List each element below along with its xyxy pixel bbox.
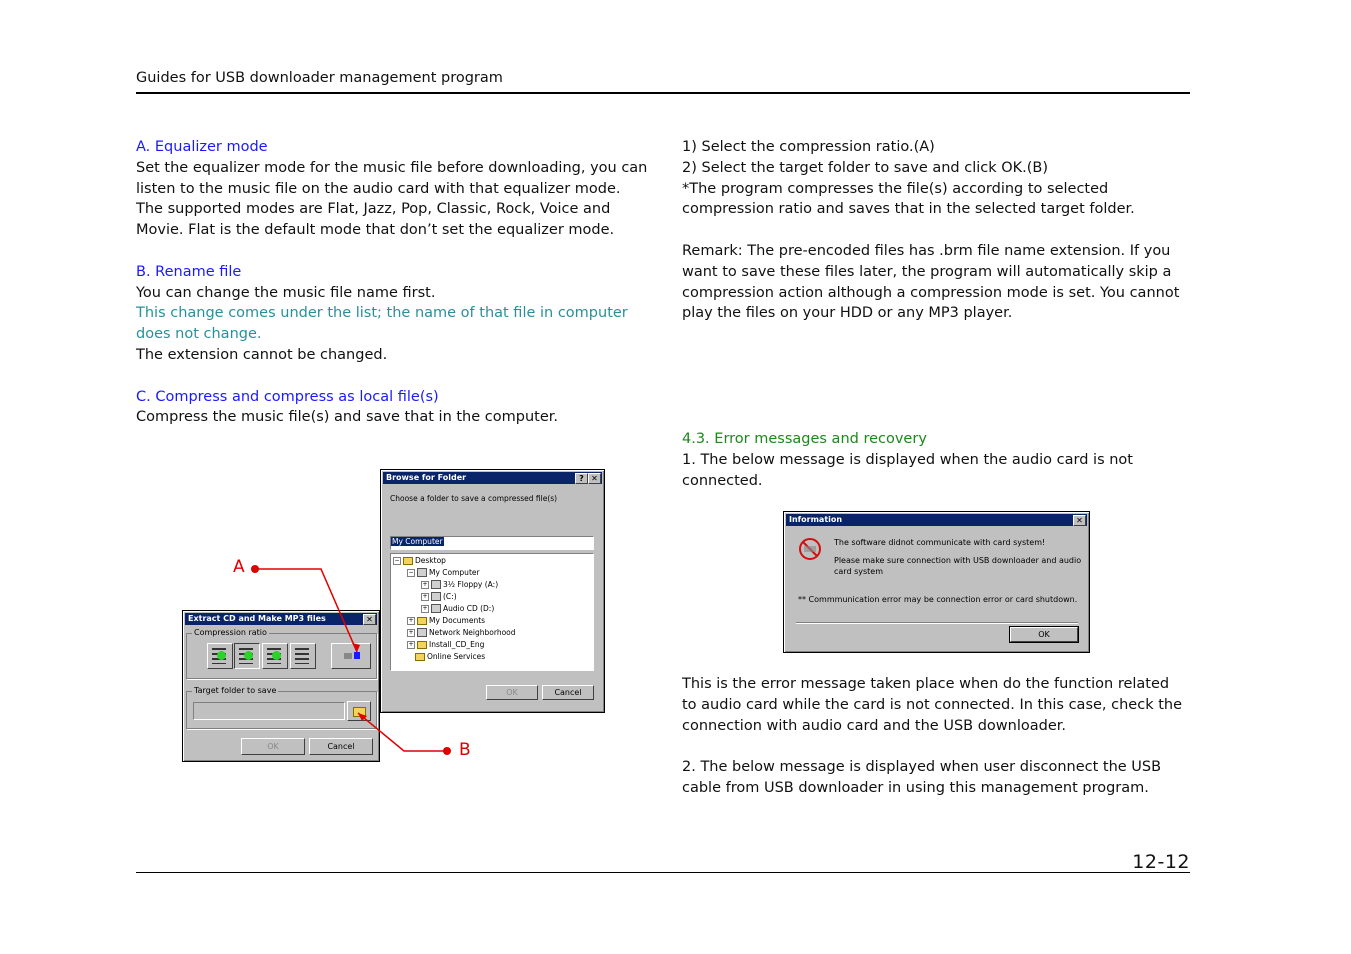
info-title: Information — [789, 515, 843, 524]
page-number: 12-12 — [1132, 851, 1190, 873]
info-ok-button[interactable]: OK — [1010, 627, 1078, 642]
section-a-heading: A. Equalizer mode — [136, 139, 268, 155]
tree-item-desktop[interactable]: − Desktop — [394, 556, 446, 565]
section-b-text-3: The extension cannot be changed. — [136, 346, 388, 363]
label-a: A — [233, 557, 245, 577]
label-b: B — [459, 740, 471, 760]
browse-title: Browse for Folder — [386, 473, 467, 482]
annotation-dot-b — [443, 747, 451, 755]
browse-instruction: Choose a folder to save a compressed file(s) — [390, 494, 558, 503]
error-paragraph: This is the error message taken place when do the function related to audio card while the card is not connected. In this case, check the connection with audio card and the USB downloader. — [682, 676, 1182, 734]
error-section-heading: 4.3. Error messages and recovery — [682, 431, 927, 447]
section-b-text-1: You can change the music file name first. — [136, 284, 436, 301]
tree-item-network[interactable]: + Network Neighborhood — [408, 628, 516, 637]
extract-cancel-button[interactable]: Cancel — [309, 738, 373, 755]
tree-item-audio-cd[interactable]: + Audio CD (D:) — [422, 604, 495, 613]
info-line-3: ** Commmunication error may be connection error or card shutdown. — [798, 595, 1078, 604]
section-a-text: Set the equalizer mode for the music file before downloading, you can listen to the music file on the audio card with that equalizer mode. The supported modes are Flat, Jazz, Pop, Classic, Rock, Voice and Movie. Flat is the default mode that don’t set the equalizer mode. — [136, 159, 648, 239]
section-b-text-2: This change comes under the list; the name of that file in computer does not change. — [136, 305, 628, 343]
extract-title: Extract CD and Make MP3 files — [188, 614, 326, 623]
browse-cancel-button[interactable]: Cancel — [542, 685, 594, 700]
error-msg-2: 2. The below message is displayed when user disconnect the USB cable from USB downloader in using this management program. — [682, 759, 1162, 796]
info-line-1: The software didnot communicate with card system! — [834, 538, 1046, 547]
tree-item-c-drive[interactable]: + (C:) — [422, 592, 457, 601]
info-titlebar — [786, 514, 1087, 526]
close-button[interactable]: ✕ — [363, 614, 376, 625]
compression-ratio-label: Compression ratio — [194, 628, 267, 637]
tree-item-online-services[interactable]: Online Services — [415, 652, 485, 661]
tree-item-install-cd[interactable]: + Install_CD_Eng — [408, 640, 485, 649]
info-line-2: Please make sure connection with USB downloader and audio card system — [834, 556, 1082, 576]
compression-note: *The program compresses the file(s) according to selected compression ratio and saves that in the selected target folder. — [682, 180, 1135, 218]
header-title: Guides for USB downloader management program — [136, 70, 503, 86]
arrow-a — [258, 569, 357, 652]
arrow-b — [358, 713, 445, 751]
browse-ok-button[interactable]: OK — [486, 685, 538, 700]
help-button[interactable]: ? — [575, 473, 588, 484]
selected-folder-text: My Computer — [392, 537, 443, 546]
info-divider — [796, 622, 1078, 624]
extract-ok-button[interactable]: OK — [241, 738, 305, 755]
section-c-heading: C. Compress and compress as local file(s) — [136, 388, 439, 405]
close-button[interactable]: ✕ — [1073, 515, 1086, 526]
error-icon — [798, 537, 822, 561]
tree-item-my-computer[interactable]: − My Computer — [408, 568, 480, 577]
error-msg-1: 1. The below message is displayed when the audio card is not connected. — [682, 451, 1133, 489]
annotation-dot-a — [251, 565, 259, 573]
step-1: 1) Select the compression ratio.(A) — [682, 139, 935, 155]
remark: Remark: The pre-encoded files has .brm file name extension. If you want to save these files later, the program will automatically skip a compression action although a compression mode is set. You cannot play the files on your HDD or any MP3 player. — [682, 242, 1180, 322]
tree-item-my-documents[interactable]: + My Documents — [408, 616, 486, 625]
step-2: 2) Select the target folder to save and click OK.(B) — [682, 159, 1049, 176]
tree-item-floppy[interactable]: + 3½ Floppy (A:) — [422, 580, 499, 589]
information-dialog — [783, 511, 1090, 653]
section-b-heading: B. Rename file — [136, 263, 242, 280]
target-folder-label: Target folder to save — [194, 686, 277, 695]
close-button[interactable]: ✕ — [588, 473, 601, 484]
section-c-text: Compress the music file(s) and save that in the computer. — [136, 409, 558, 426]
footer-rule — [136, 872, 1190, 873]
